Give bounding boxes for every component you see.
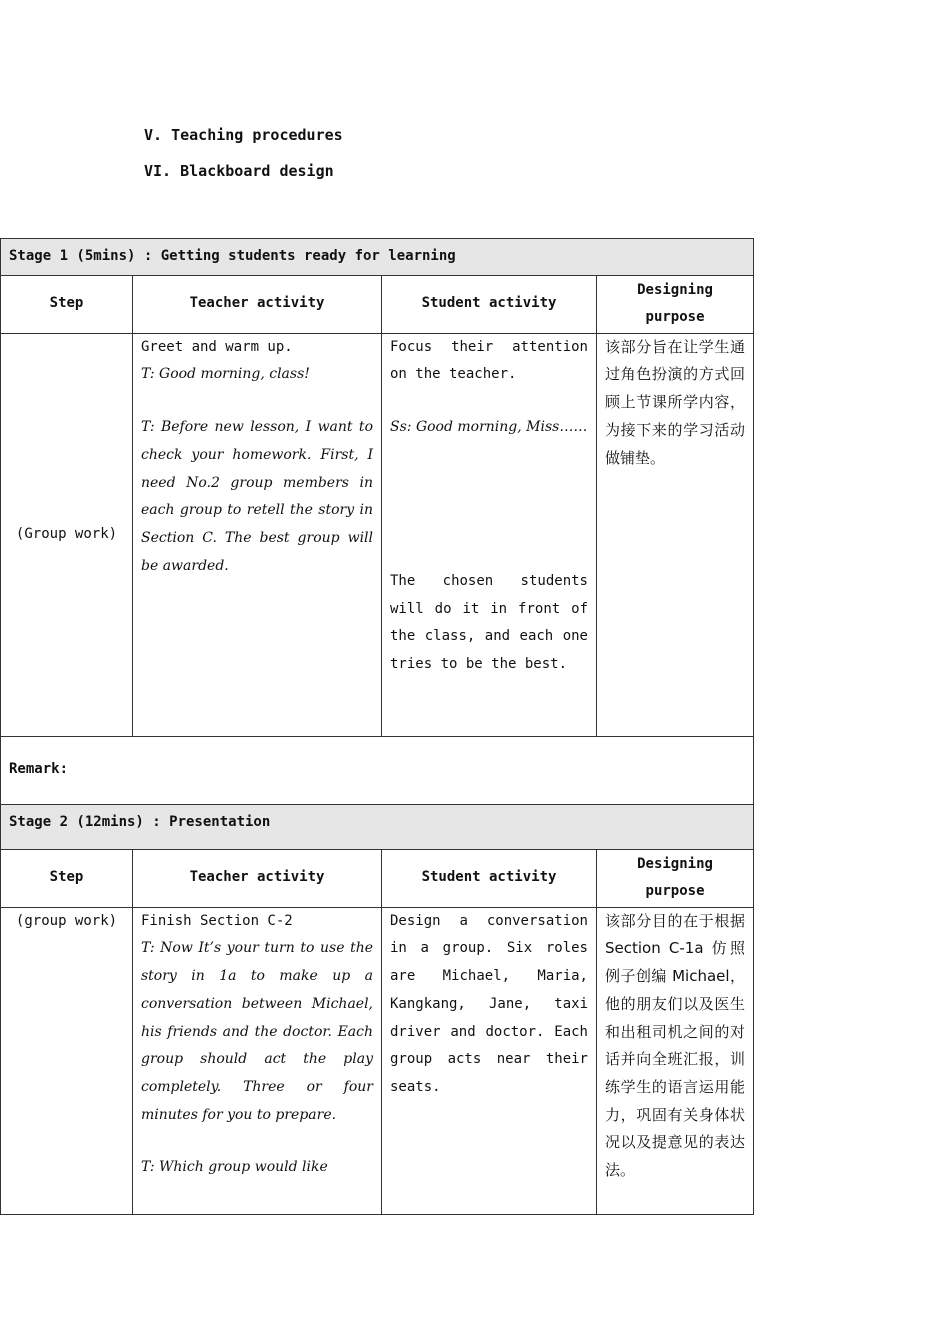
stage1-title: Stage 1 (5mins) : Getting students ready for learning bbox=[1, 239, 754, 276]
stage1-header-student: Student activity bbox=[382, 275, 597, 333]
stage2-title: Stage 2 (12mins) : Presentation bbox=[1, 804, 754, 849]
stage2-teacher-line-2: T: Now It’s your turn to use the story in 1a to make up a conversation between Michael, his friends and the doctor. Each group should act the play completely. Three or four minutes for you to prepare. bbox=[141, 940, 373, 1123]
stage2-header-teacher: Teacher activity bbox=[133, 849, 382, 907]
stage1-teacher-line-1: Greet and warm up. bbox=[141, 338, 293, 355]
remark-label: Remark: bbox=[1, 736, 754, 804]
stage2-teacher-line-3: T: Which group would like bbox=[141, 1159, 328, 1176]
stage2-header-step: Step bbox=[1, 849, 133, 907]
stage2-student-cell bbox=[382, 907, 597, 1214]
stage2-header-student: Student activity bbox=[382, 849, 597, 907]
heading-teaching-procedures: V. Teaching procedures bbox=[144, 126, 343, 144]
stage1-student-cell bbox=[382, 333, 597, 736]
stage1-teacher-line-3: T: Before new lesson, I want to check your homework. First, I need No.2 group members in each group to retell the story in Section C. The best group will be awarded. bbox=[141, 419, 373, 574]
stage2-header-purpose: Designing purpose bbox=[597, 849, 754, 907]
stage1-student-line-2: Ss: Good morning, Miss…… bbox=[390, 419, 588, 436]
stage1-student-line-1: Focus their attention on the teacher. bbox=[390, 338, 588, 383]
stage2-purpose: 该部分目的在于根据 Section C-1a 仿照例子创编 Michael，他的朋友们以及医生和出租司机之间的对话并向全班汇报，训练学生的语言运用能力，巩固有关身体状况以及提意见的表达法。 bbox=[597, 907, 754, 1214]
stage1-teacher-line-2: T: Good morning, class! bbox=[141, 366, 310, 383]
stage2-teacher-cell bbox=[133, 907, 382, 1214]
stage1-purpose: 该部分旨在让学生通过角色扮演的方式回顾上节课所学内容，为接下来的学习活动做铺垫。 bbox=[597, 333, 754, 736]
stage1-header-step: Step bbox=[1, 275, 133, 333]
stage2-teacher-line-1: Finish Section C-2 bbox=[141, 912, 293, 929]
stage1-header-purpose: Designing purpose bbox=[597, 275, 754, 333]
stage2-step: (group work) bbox=[1, 907, 133, 1214]
stage1-teacher-cell bbox=[133, 333, 382, 736]
stage1-step: (Group work) bbox=[1, 333, 133, 736]
stage2-student-line-1: Design a conversation in a group. Six roles are Michael, Maria, Kangkang, Jane, taxi driver and doctor. Each group acts near their seats. bbox=[390, 912, 588, 1095]
stage1-table bbox=[0, 238, 754, 1215]
stage1-header-teacher: Teacher activity bbox=[133, 275, 382, 333]
heading-blackboard-design: VI. Blackboard design bbox=[144, 162, 334, 180]
stage1-student-line-3: The chosen students will do it in front of the class, and each one tries to be the best. bbox=[390, 572, 588, 672]
